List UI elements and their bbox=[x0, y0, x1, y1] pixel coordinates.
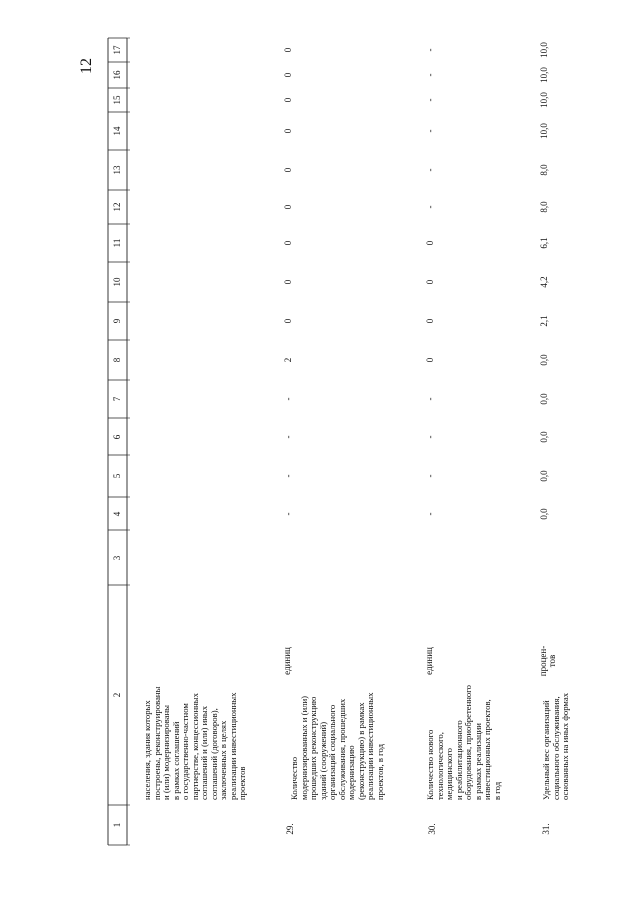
page-number: 12 bbox=[78, 58, 95, 74]
header-cell-9: 9 bbox=[111, 318, 122, 324]
value-cell-29-col-12: 0 bbox=[283, 204, 293, 210]
value-cell-29-col-17: 0 bbox=[283, 47, 293, 53]
continuation-label-line: о государственно-частном bbox=[180, 703, 191, 800]
value-cell-31-col-13: 8,0 bbox=[539, 164, 549, 176]
row-label-29-line: модернизированных и (или) bbox=[298, 695, 309, 800]
value-cell-29-col-8: 2 bbox=[283, 357, 293, 363]
continuation-label-line: заключенных в целях bbox=[218, 720, 229, 800]
value-cell-29-col-6: - bbox=[283, 435, 293, 438]
header-cell-17: 17 bbox=[111, 45, 122, 55]
header-cell-6: 6 bbox=[111, 434, 122, 439]
row-label-31 bbox=[542, 587, 571, 800]
value-cell-29-col-16: 0 bbox=[283, 72, 293, 78]
row-label-30-line: медицинского bbox=[444, 748, 455, 800]
row-label-29 bbox=[290, 587, 385, 800]
value-cell-30-col-14: - bbox=[425, 129, 435, 133]
row-label-30-line: Количество нового bbox=[425, 729, 435, 800]
value-cell-31-col-14: 10,0 bbox=[539, 123, 549, 139]
row-label-30-line: технологического, bbox=[434, 732, 445, 800]
value-cell-30-col-4: - bbox=[425, 512, 435, 515]
value-cell-30-col-8: 0 bbox=[425, 357, 435, 363]
row-label-29-line: (реконструкцию) в рамках bbox=[355, 702, 366, 800]
header-cell-11: 11 bbox=[111, 238, 122, 248]
row-label-30 bbox=[426, 587, 502, 800]
row-label-30-line: оборудования, приобретенного bbox=[463, 685, 474, 800]
value-cell-30-col-17: - bbox=[425, 48, 435, 52]
header-cell-15: 15 bbox=[111, 95, 122, 105]
row-label-29-line: Количество bbox=[289, 756, 299, 800]
row-label-29-line: проектов, в год bbox=[374, 743, 385, 800]
row-label-30-line: инвестиционных проектов, bbox=[482, 699, 493, 800]
header-cell-8: 8 bbox=[111, 357, 122, 363]
continuation-label-line: проектов bbox=[237, 766, 248, 800]
header-cell-10: 10 bbox=[111, 277, 122, 287]
row-unit-31: тов bbox=[547, 654, 557, 668]
value-cell-30-col-15: - bbox=[425, 98, 435, 102]
header-cell-7: 7 bbox=[111, 396, 122, 402]
row-number-30: 30. bbox=[427, 823, 437, 835]
value-cell-29-col-4: - bbox=[283, 512, 293, 515]
row-label-30-line: в рамках реализации bbox=[472, 723, 483, 800]
header-cell-1: 1 bbox=[111, 822, 122, 828]
continuation-label-line: построены, реконструированы bbox=[151, 686, 162, 800]
continuation-label-line: и (или) модернизированы bbox=[161, 704, 172, 800]
value-cell-31-col-9: 2,1 bbox=[539, 315, 549, 327]
value-cell-29-col-14: 0 bbox=[283, 128, 293, 134]
row-label-31-line: социального обслуживания, bbox=[550, 696, 561, 800]
header-cell-5: 5 bbox=[111, 473, 122, 479]
header-cell-16: 16 bbox=[111, 70, 122, 80]
continuation-label-line: в рамках соглашений bbox=[170, 721, 181, 800]
value-cell-31-col-8: 0,0 bbox=[539, 354, 549, 366]
value-cell-31-col-16: 10,0 bbox=[539, 67, 549, 83]
value-cell-30-col-10: 0 bbox=[425, 279, 435, 285]
header-cell-3: 3 bbox=[111, 555, 122, 560]
value-cell-31-col-6: 0,0 bbox=[539, 430, 549, 443]
row-unit-31: процен- bbox=[538, 645, 548, 677]
row-label-29-line: обслуживания, прошедших bbox=[336, 698, 347, 800]
continuation-label-line: населения, здания которых bbox=[142, 700, 152, 800]
header-cell-2: 2 bbox=[111, 692, 122, 698]
row-label-31-line: Удельный вес организаций bbox=[541, 700, 551, 800]
value-cell-30-col-9: 0 bbox=[425, 318, 435, 324]
value-cell-31-col-17: 10,0 bbox=[539, 42, 549, 58]
value-cell-29-col-10: 0 bbox=[283, 279, 293, 285]
value-cell-30-col-13: - bbox=[425, 168, 435, 172]
value-cell-29-col-11: 0 bbox=[283, 240, 293, 246]
value-cell-29-col-5: - bbox=[283, 474, 293, 478]
header-cell-13: 13 bbox=[111, 165, 122, 175]
row-label-29-line: прошедших реконструкцию bbox=[308, 696, 319, 800]
value-cell-29-col-7: - bbox=[283, 397, 293, 401]
row-label-30-line: и реабилитационного bbox=[453, 720, 464, 800]
value-cell-30-col-12: - bbox=[425, 205, 435, 209]
row-number-31: 31. bbox=[541, 823, 551, 835]
value-cell-29-col-13: 0 bbox=[283, 167, 293, 173]
value-cell-31-col-15: 10,0 bbox=[539, 92, 549, 108]
header-cell-14: 14 bbox=[111, 126, 122, 136]
row-unit-29: единиц bbox=[282, 647, 292, 675]
continuation-label-line: соглашений (договоров), bbox=[208, 708, 219, 800]
value-cell-31-col-12: 8,0 bbox=[539, 201, 549, 213]
row-label-31-line: основанных на иных формах bbox=[560, 692, 571, 800]
value-cell-29-col-9: 0 bbox=[283, 318, 293, 324]
value-cell-30-col-16: - bbox=[425, 73, 435, 77]
value-cell-31-col-5: 0,0 bbox=[539, 470, 549, 482]
row-label-29-line: модернизацию bbox=[346, 745, 357, 800]
value-cell-30-col-6: - bbox=[425, 435, 435, 438]
continuation-label-line: реализации инвестиционных bbox=[227, 692, 238, 800]
continuation-label-line: соглашений и (или) иных bbox=[199, 705, 210, 800]
value-cell-31-col-10: 4,2 bbox=[539, 276, 549, 288]
continuation-label-line: партнерстве, концессионных bbox=[189, 693, 200, 800]
row-label-29-line: реализации инвестиционных bbox=[365, 692, 376, 800]
row-label-29-line: зданий (сооружений) bbox=[317, 721, 328, 800]
value-cell-29-col-15: 0 bbox=[283, 97, 293, 103]
value-cell-31-col-4: 0,0 bbox=[539, 507, 549, 520]
header-cell-12: 12 bbox=[111, 202, 122, 212]
value-cell-31-col-7: 0,0 bbox=[539, 393, 549, 405]
value-cell-30-col-5: - bbox=[425, 474, 435, 478]
value-cell-31-col-11: 6,1 bbox=[539, 237, 549, 249]
continuation-label bbox=[143, 587, 248, 800]
row-number-29: 29. bbox=[285, 823, 295, 835]
value-cell-30-col-7: - bbox=[425, 397, 435, 401]
row-label-30-line: в год bbox=[491, 781, 502, 800]
row-unit-30: единиц bbox=[424, 647, 434, 675]
value-cell-30-col-11: 0 bbox=[425, 240, 435, 246]
row-label-29-line: организаций социального bbox=[327, 704, 338, 800]
header-cell-4: 4 bbox=[111, 511, 122, 516]
